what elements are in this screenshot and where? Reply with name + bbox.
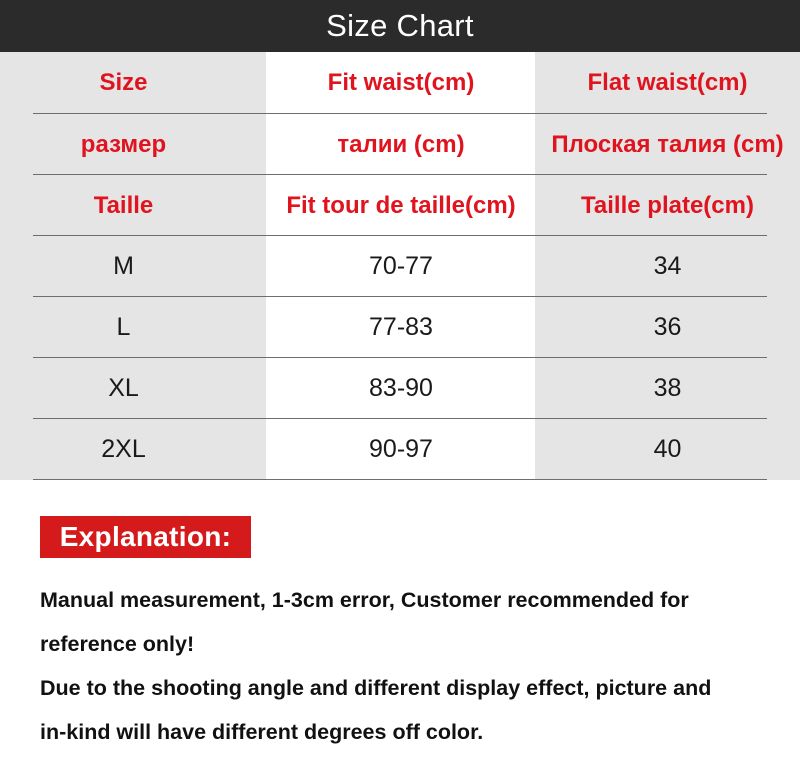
size-cell: 2XL: [101, 435, 146, 463]
table-row: [0, 419, 800, 480]
note-line: in-kind will have different degrees off color.: [40, 720, 484, 744]
explanation-notes: [40, 578, 780, 754]
note-line: Manual measurement, 1-3cm error, Customer recommended for: [40, 588, 689, 612]
size-cell: M: [113, 252, 134, 280]
fit-waist-cell: 77-83: [369, 313, 433, 341]
header-row-english: [0, 52, 800, 113]
header-size: Taille: [93, 191, 154, 219]
note-line: Due to the shooting angle and different display effect, picture and: [40, 676, 712, 700]
note-line: reference only!: [40, 632, 195, 656]
header-fit-waist: Fit waist(cm): [327, 68, 475, 96]
flat-waist-cell: 40: [653, 435, 682, 463]
header-fit-waist: Fit tour de taille(cm): [286, 191, 516, 219]
size-chart-title: Size Chart: [0, 0, 800, 52]
header-flat-waist: Плоская талия (cm): [551, 130, 784, 158]
flat-waist-cell: 38: [653, 374, 682, 402]
flat-waist-cell: 36: [653, 313, 682, 341]
table-row: [0, 297, 800, 358]
fit-waist-cell: 70-77: [369, 252, 433, 280]
size-table: [0, 52, 800, 480]
flat-waist-cell: 34: [653, 252, 682, 280]
explanation-badge: Explanation:: [40, 516, 251, 558]
size-cell: L: [116, 313, 131, 341]
table-row: [0, 236, 800, 297]
header-row-french: [0, 175, 800, 236]
header-size: размер: [80, 130, 167, 158]
table-row: [0, 358, 800, 419]
header-flat-waist: Flat waist(cm): [587, 68, 748, 96]
header-fit-waist: талии (cm): [337, 130, 465, 158]
size-cell: XL: [108, 374, 139, 402]
header-size: Size: [99, 68, 148, 96]
header-flat-waist: Taille plate(cm): [581, 191, 754, 219]
fit-waist-cell: 90-97: [369, 435, 433, 463]
row-divider: [33, 479, 767, 480]
header-row-russian: [0, 114, 800, 175]
fit-waist-cell: 83-90: [369, 374, 433, 402]
